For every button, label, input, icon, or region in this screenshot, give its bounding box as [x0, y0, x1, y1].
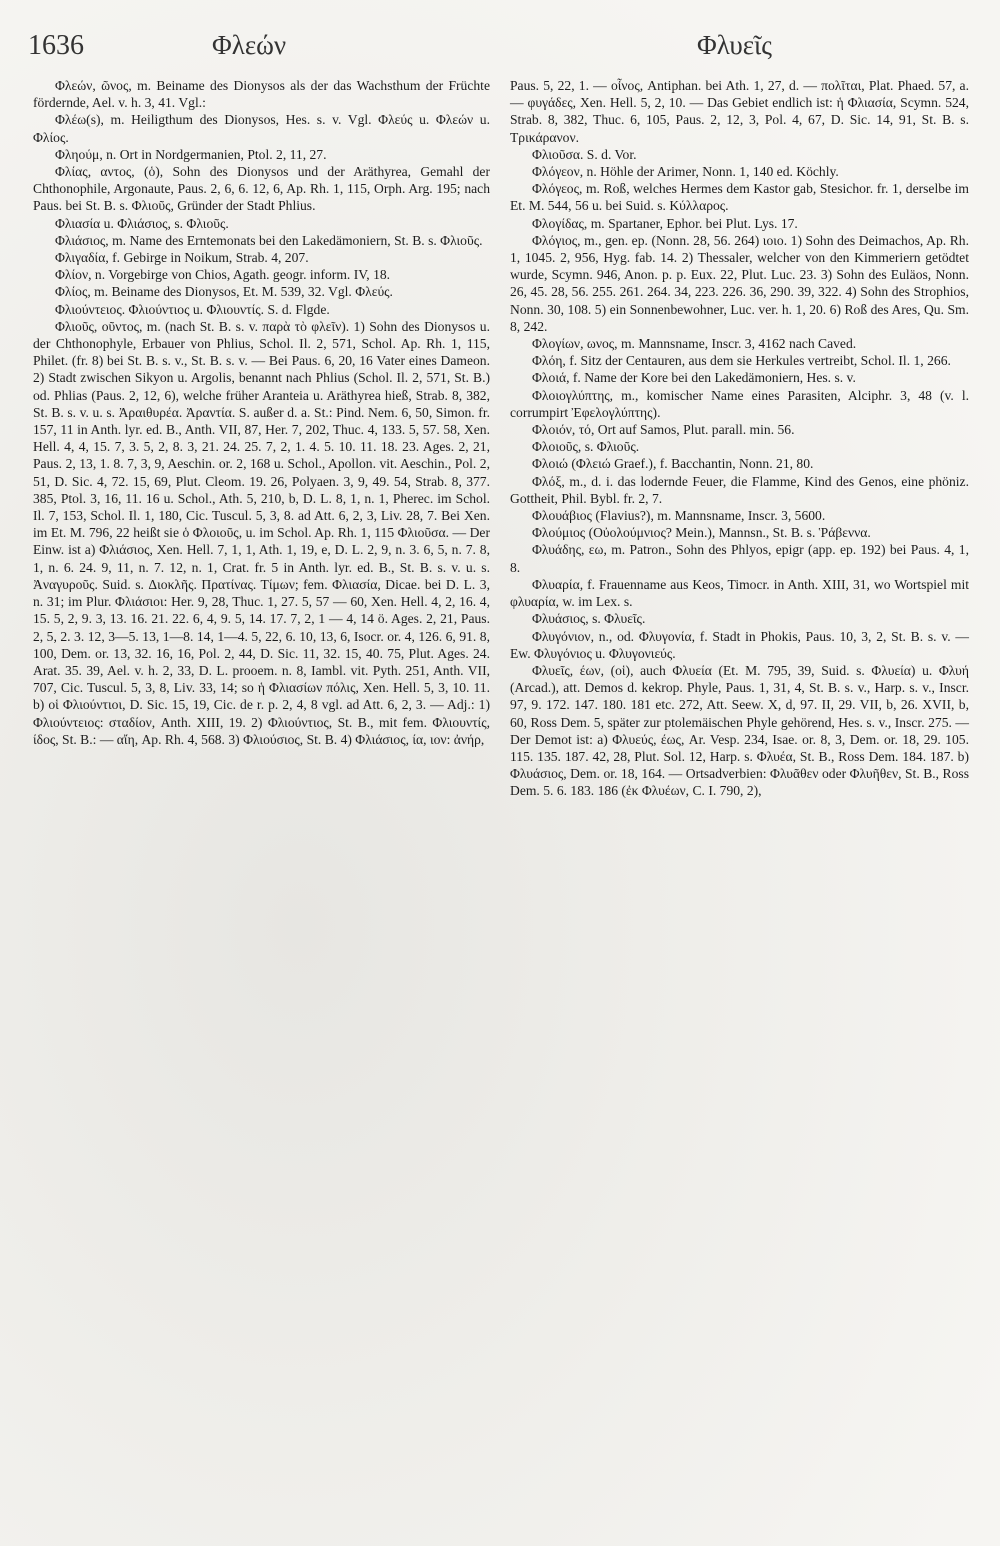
- dictionary-entry: Φλόγεος, m. Roß, welches Hermes dem Kastor gab, Stesichor. fr. 1, derselbe im Et. M. 544, 56 u. bei Suid. s. Κύλλαρος.: [510, 181, 969, 214]
- dictionary-entry: Φλόξ, m., d. i. das lodernde Feuer, die Flamme, Kind des Genos, eine phöniz. Gottheit, Phil. Bybl. fr. 2, 7.: [510, 473, 969, 506]
- dictionary-entry: Φλυάσιος, s. Φλυεῖς.: [532, 611, 646, 627]
- dictionary-entry: Φλιγαδία, f. Gebirge in Noikum, Strab. 4, 207.: [55, 250, 309, 266]
- right-running-head: Φλυεῖς: [697, 30, 773, 60]
- dictionary-entry: Φλιοῦσα. S. d. Vor.: [532, 146, 637, 162]
- dictionary-entry-continuation: Paus. 5, 22, 1. — οἶνος, Antiphan. bei Ath. 1, 27, d. — πολῖται, Plat. Phaed. 57, a. — φυγάδες, Xen. Hell. 5, 2, 10. — Das Gebiet endlich ist: ἡ Φλιασία, Scymn. 524, Strab. 8, 382, Thuc. 6, 105, Paus. 2, 12, 3, Pol. 4, 67, D. Sic. 14, 91, St. B. s. Τρικάρανον.: [510, 78, 969, 145]
- dictionary-entry: Φλυγόνιον, n., od. Φλυγονία, f. Stadt in Phokis, Paus. 10, 3, 2, St. B. s. v. — Ew. Φλυγόνιος u. Φλυγονιεύς.: [510, 628, 969, 661]
- dictionary-entry: Φλυεῖς, έων, (οἱ), auch Φλυεία (Et. M. 795, 39, Suid. s. Φλυεία) u. Φλυή (Arcad.), att. Demos d. kekrop. Phyle, Paus. 1, 31, 4, St. B. s. v., Harp. s. v., Inscr. 97, 9. 172. 147. 180. 181 etc. 272, Att. Seew. X, d, 97. II, 29. VII, b, 26. XVII, b, 60, Ross Dem. 5, später zur ptolemäischen Phyle gehörend, Hes. s. v., Inscr. 275. — Der Demot ist: a) Φλυεύς, έως, Ar. Vesp. 234, Isae. or. 8, 3, Dem. or. 18, 29. 105. 115. 135. 187. 42, 28, Plut. Sol. 12, Harp. s. Φλυέα, St. B., Ross Dem. 184. 187. b) Φλυάσιος, Dem. or. 18, 164. — Ortsadverbien: Φλυᾶθεν oder Φλυῆθεν, St. B., Ross Dem. 5. 6. 183. 186 (ἐκ Φλυέων, C. I. 790, 2),: [510, 662, 969, 799]
- dictionary-entry: Φλόγεον, n. Höhle der Arimer, Nonn. 1, 140 ed. Köchly.: [532, 164, 839, 180]
- dictionary-entry: Φλυάδης, εω, m. Patron., Sohn des Phlyos, epigr (app. ep. 192) bei Paus. 4, 1, 8.: [510, 542, 969, 575]
- dictionary-entry: Φλοιοῦς, s. Φλιοῦς.: [532, 439, 640, 455]
- dictionary-entry: Φλέω(s), m. Heiligthum des Dionysos, Hes. s. v. Vgl. Φλεύς u. Φλεών u. Φλίος.: [33, 112, 490, 145]
- dictionary-entry: Φλογίδας, m. Spartaner, Ephor. bei Plut. Lys. 17.: [532, 215, 798, 231]
- dictionary-entry: Φλιούντειος. Φλιούντιος u. Φλιουντίς. S. d. Flgde.: [55, 301, 330, 317]
- dictionary-entry: Φλιασία u. Φλιάσιος, s. Φλιοῦς.: [55, 215, 229, 231]
- dictionary-entry: Φλοιόν, τό, Ort auf Samos, Plut. parall. min. 56.: [532, 422, 795, 438]
- page-header: [0, 26, 1000, 66]
- dictionary-entry: Φλίον, n. Vorgebirge von Chios, Agath. geogr. inform. IV, 18.: [55, 267, 391, 283]
- dictionary-entry: Φλεών, ῶνος, m. Beiname des Dionysos als der das Wachsthum der Früchte fördernde, Ael. v. h. 3, 41. Vgl.:: [33, 78, 490, 111]
- dictionary-entry: Φλογίων, ωνος, m. Mannsname, Inscr. 3, 4162 nach Caved.: [532, 336, 857, 352]
- right-column: [510, 77, 969, 800]
- dictionary-entry: Φλίος, m. Beiname des Dionysos, Et. M. 539, 32. Vgl. Φλεύς.: [55, 284, 393, 300]
- dictionary-entry: Φλουάβιος (Flavius?), m. Mannsname, Inscr. 3, 5600.: [532, 508, 826, 524]
- dictionary-entry: Φλοιώ (Φλειώ Graef.), f. Bacchantin, Nonn. 21, 80.: [532, 456, 814, 472]
- dictionary-entry: Φλόγιος, m., gen. ep. (Nonn. 28, 56. 264) ιοιο. 1) Sohn des Deimachos, Ap. Rh. 1, 1045. 2, 956, Hyg. fab. 14. 2) Thessaler, welcher von den Kimmeriern getödtet wurde, Scymn. 946, Anon. p. p. Eux. 22, Plut. Luc. 23. 3) Sohn des Euläos, Nonn. 26, 45. 28, 56. 255. 261. 264. 34, 223. 226. 36, 290. 39, 322. 4) Sohn des Strophios, Nonn. 30, 108. 5) ein Sonnenbewohner, Luc. ver. h. 1, 20. 6) Roß des Ares, Qu. Sm. 8, 242.: [510, 232, 969, 334]
- dictionary-entry: Φλόη, f. Sitz der Centauren, aus dem sie Herkules vertreibt, Schol. Il. 1, 266.: [532, 353, 951, 369]
- dictionary-entry: Φλοιά, f. Name der Kore bei den Lakedämoniern, Hes. s. v.: [532, 370, 856, 386]
- dictionary-entry: Φλιάσιος, m. Name des Erntemonats bei den Lakedämoniern, St. B. s. Φλιοῦς.: [55, 232, 483, 248]
- dictionary-entry: Φλοιογλύπτης, m., komischer Name eines Parasiten, Alciphr. 3, 48 (v. l. corrumpirt Ἐφελογλύπτης).: [510, 387, 969, 420]
- left-column: [33, 77, 490, 748]
- dictionary-entry: Φλίας, αντος, (ὁ), Sohn des Dionysos und der Aräthyrea, Gemahl der Chthonophile, Argonaute, Paus. 2, 6, 6. 12, 6, Ap. Rh. 1, 115, Orph. Arg. 195; nach Paus. bei St. B. s. Φλιοῦς, Gründer der Stadt Phlius.: [33, 164, 490, 214]
- dictionary-entry: Φληούμ, n. Ort in Nordgermanien, Ptol. 2, 11, 27.: [55, 146, 327, 162]
- dictionary-entry: Φλιοῦς, οῦντος, m. (nach St. B. s. v. παρὰ τὸ φλεῖν). 1) Sohn des Dionysos u. der Chthonophyle, Erbauer von Phlius, Schol. Il. 2, 571, Schol. Ap. Rh. 1, 115, Philet. (fr. 8) bei St. B. s. v., St. B. s. v. — Bei Paus. 6, 20, 16 Vater eines Dameon. 2) Stadt zwischen Sikyon u. Argolis, benannt nach Phlius (Schol. Il. 2, 571, St. B.) od. Phlias (Paus. 2, 12, 6), welche früher Aranteia u. Aräthyrea hieß, Strab. 8, 382, St. B. s. v. u. s. Ἀραιθυρέα. Ἀραντία. S. außer d. a. St.: Pind. Nem. 6, 50, Simon. fr. 157, 11 in Anth. lyr. ed. B., Anth. VII, 87, Her. 7, 202, Thuc. 4, 133. 5, 57. 58, Xen. Hell. 4, 4, 15. 7, 3. 5, 2, 8. 3, 21. 24. 25. 7, 2, 1. 4. 5. 10. 11. 18. 23. Ages. 2, 21, Paus. 2, 13, 1. 8. 7, 3, 9, Aeschin. or. 2, 168 u. Schol., Apollon. vit. Aeschin., Pol. 2, 51, D. Sic. 4, 72. 15, 69, Plut. Cleom. 19. 26, Polyaen. 3, 9, 49. 54, Strab. 8, 377. 385, Ptol. 3, 16, 11. 16 u. Schol., Ath. 5, 210, b, D. L. 8, 1, n. 1, Pherec. im Schol. Il. 7, 153, Schol. Il. 1, 180, Cic. Tuscul. 5, 3, 8. ad Att. 6, 2, 3, Liv. 28, 7. Bei Xen. im Et. M. 796, 22 heißt sie ὁ Φλοιοῦς, u. im Schol. Ap. Rh. 1, 115 Φλιοῦσα. — Der Einw. ist a) Φλιάσιος, Xen. Hell. 7, 1, 1, Ath. 1, 19, e, D. L. 2, 9, n. 3. 6, 5, n. 7. 8, 1, n. 6. 24. 9, 11, n. 7. 12, n. 1, Crat. fr. 5 in Anth. lyr. ed. B., St. B. s. v. u. s. Ἀναγυροῦς. Suid. s. Διοκλῆς. Πρατίνας. Τίμων; fem. Φλιασία, Dicae. bei D. L. 3, n. 31; im Plur. Φλιάσιοι: Her. 9, 28, Thuc. 1, 27. 5, 57 — 60, Xen. Hell. 4, 2, 16. 4, 15. 5, 2, 9. 3, 13. 16. 21. 22. 6, 4, 9. 5, 14. 17. 7, 2, 1 — 4, 14 ö. Ages. 2, 21, Paus. 2, 5, 2. 3. 12, 3—5. 13, 1—8. 14, 1—4. 5, 22, 6. 10, 13, 6, Isocr. or. 4, 126. 6, 91. 8, 100, Dem. or. 13, 32. 16, 16, Pol. 2, 44, D. Sic. 11, 32. 15, 40. 75, Plut. Ages. 24. Arat. 35. 39, Ael. v. h. 2, 33, D. L. prooem. n. 8, Iambl. vit. Pyth. 251, Anth. VII, 707, Cic. Tuscul. 5, 3, 8, Liv. 33, 14; so ἡ Φλιασίων πόλις, Xen. Hell. 5, 3, 10. 11. b) οἱ Φλιούντιοι, D. Sic. 15, 19, Cic. de r. p. 2, 4, 8 vgl. ad Att. 6, 2, 3. — Adj.: 1) Φλιούντειος: σταδίον, Anth. XIII, 19. 2) Φλιούντιος, St. B., mit fem. Φλιουντίς, ίδος, St. B.: — αἴη, Ap. Rh. 4, 568. 3) Φλιούσιος, St. B. 4) Φλιάσιος, ία, ιον: ἀνήρ,: [33, 318, 490, 747]
- dictionary-entry: Φλυαρία, f. Frauenname aus Keos, Timocr. in Anth. XIII, 31, wo Wortspiel mit φλυαρία, w. im Lex. s.: [510, 576, 969, 610]
- left-running-head: Φλεών: [212, 30, 287, 60]
- page-number: 1636: [28, 30, 84, 61]
- dictionary-entry: Φλούμιος (Οὐολούμνιος? Mein.), Mannsn., St. B. s. Ῥάβεννα.: [532, 525, 871, 541]
